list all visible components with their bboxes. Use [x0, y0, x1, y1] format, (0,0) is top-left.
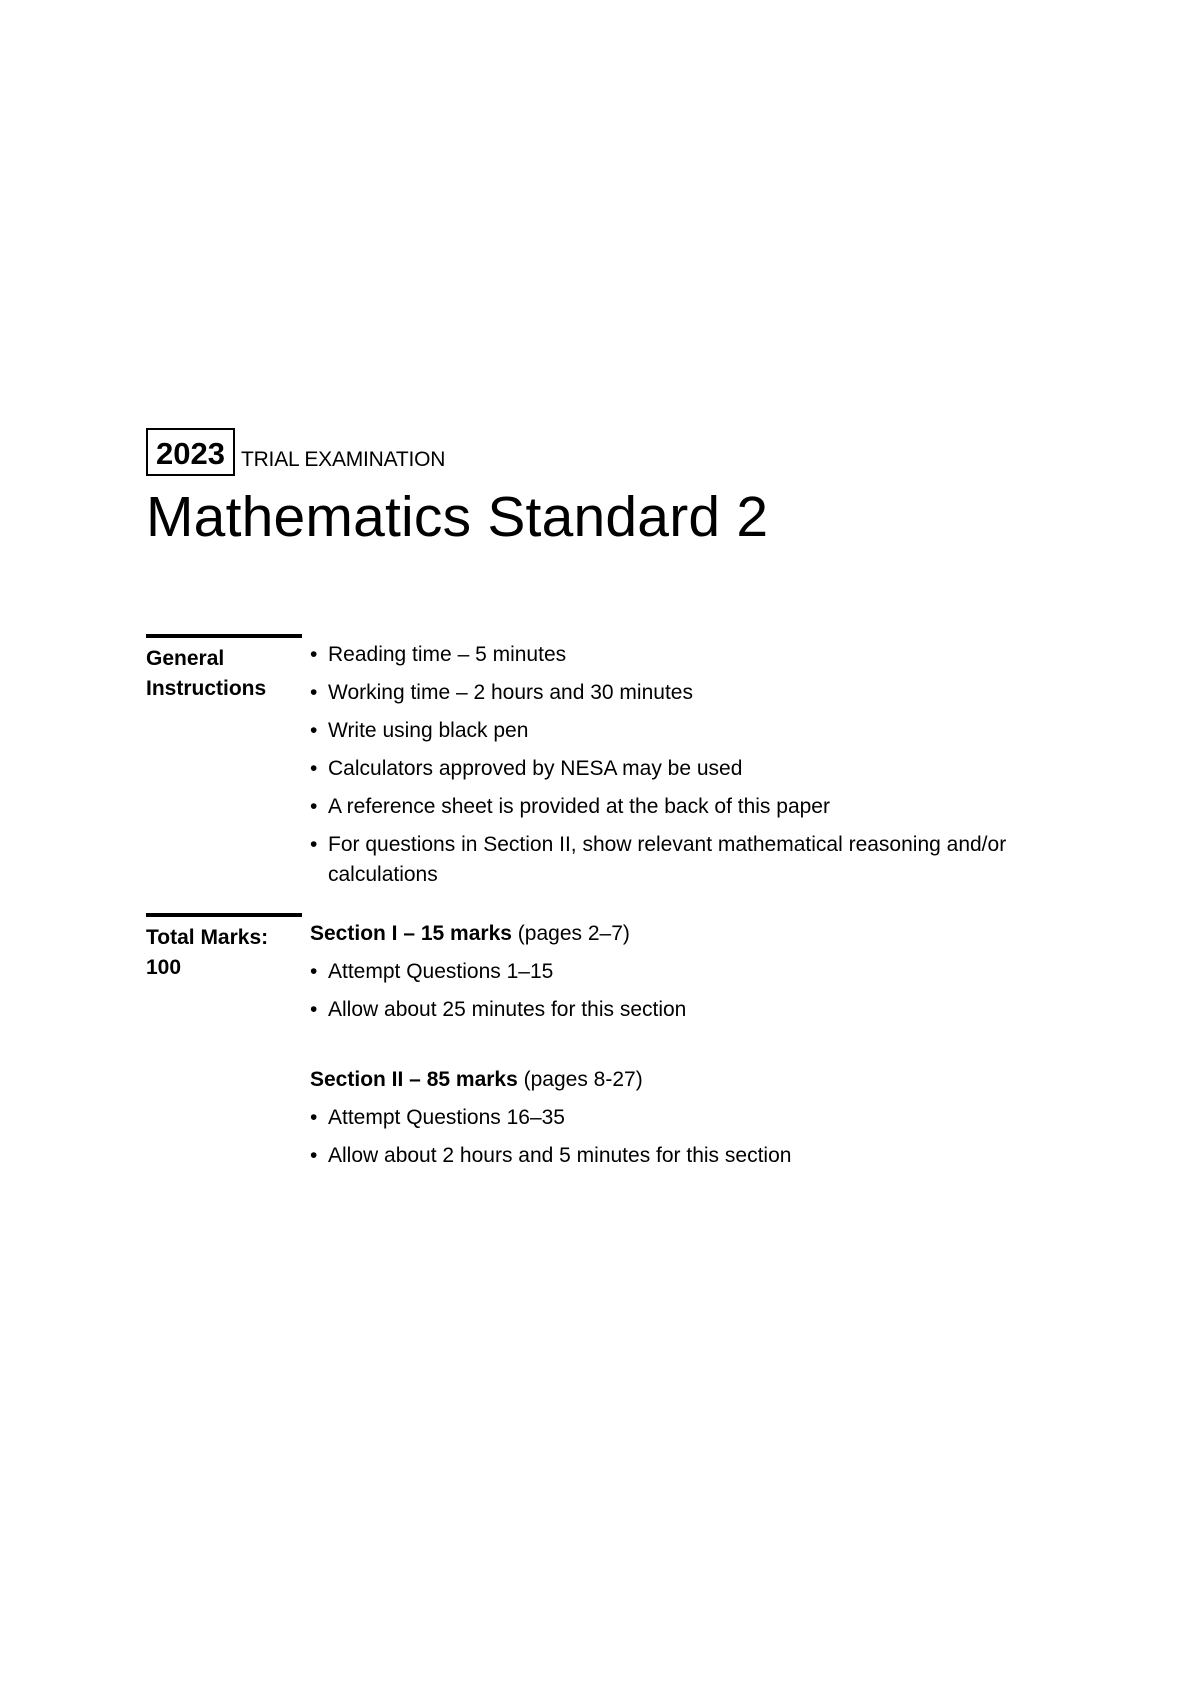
exam-year-box: 2023	[146, 428, 235, 476]
section-2-item: • Attempt Questions 16–35	[310, 1103, 1026, 1133]
instruction-item: • Calculators approved by NESA may be used	[310, 754, 1026, 784]
sections-list	[310, 913, 1026, 1179]
section-2-heading	[310, 1065, 1026, 1095]
total-marks-label-text: Total Marks:	[146, 926, 269, 949]
section-2-pages: (pages 8-27)	[523, 1068, 643, 1091]
total-marks-value: 100	[146, 956, 182, 979]
general-instructions-label	[146, 634, 302, 704]
exam-type-label: TRIAL EXAMINATION	[240, 448, 446, 471]
section-1-item: • Attempt Questions 1–15	[310, 957, 1026, 987]
section-2-title: Section II – 85 marks	[310, 1068, 518, 1091]
total-marks-label	[146, 913, 302, 983]
section-1-title: Section I – 15 marks	[310, 922, 512, 945]
section-2-item: • Allow about 2 hours and 5 minutes for this section	[310, 1141, 1026, 1171]
instruction-item: • A reference sheet is provided at the back of this paper	[310, 792, 1026, 822]
instruction-item: • Working time – 2 hours and 30 minutes	[310, 678, 1026, 708]
general-instructions-list	[310, 634, 1026, 898]
exam-header	[146, 428, 445, 476]
general-instructions-label-line2: Instructions	[146, 677, 267, 700]
section-spacer	[310, 1033, 1026, 1065]
instruction-item: • Reading time – 5 minutes	[310, 640, 1026, 670]
section-1-heading	[310, 919, 1026, 949]
section-1-pages: (pages 2–7)	[517, 922, 630, 945]
exam-title: Mathematics Standard 2	[146, 485, 769, 549]
instruction-item: • Write using black pen	[310, 716, 1026, 746]
section-1-item: • Allow about 25 minutes for this section	[310, 995, 1026, 1025]
instruction-item: • For questions in Section II, show relevant mathematical reasoning and/or calculations	[310, 830, 1026, 890]
general-instructions-label-line1: General	[146, 647, 225, 670]
